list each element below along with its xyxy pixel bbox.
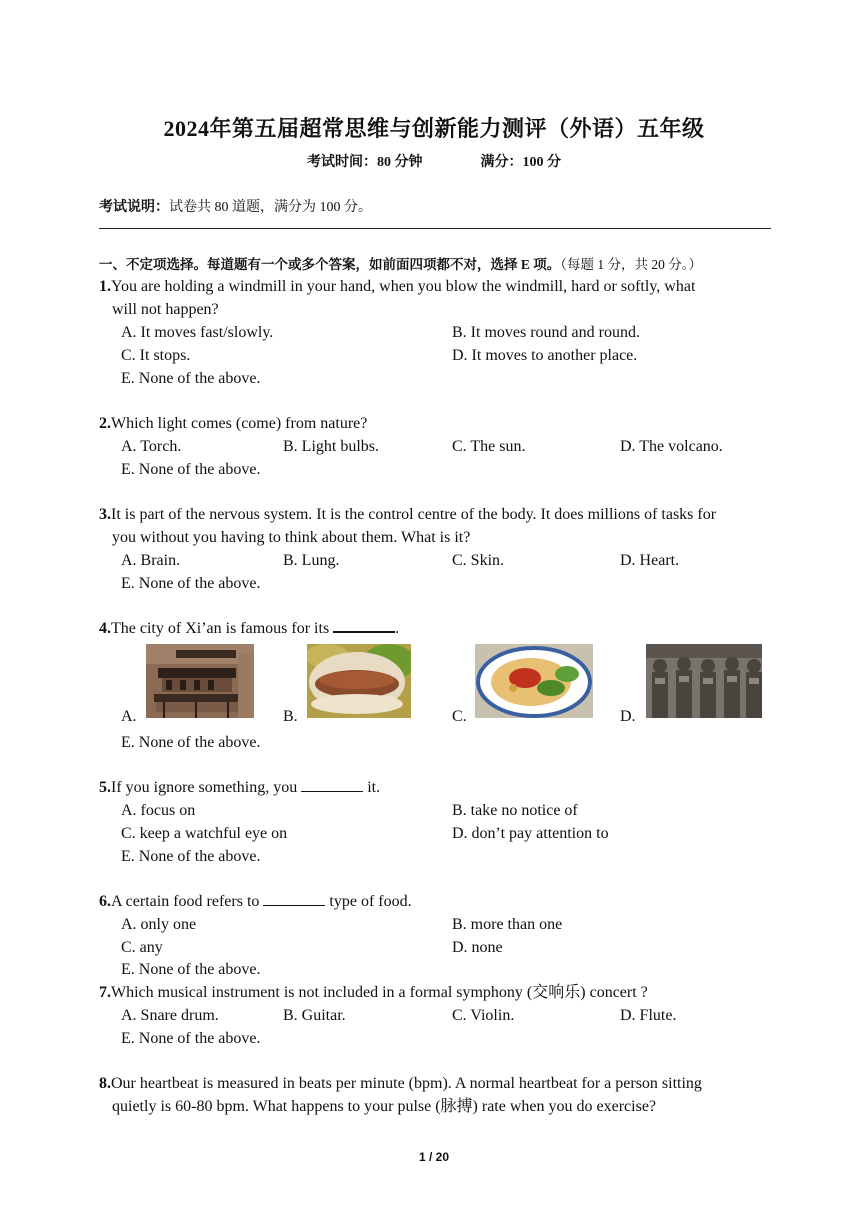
option-d[interactable]: D. Flute. <box>620 1007 677 1024</box>
page-title: 2024年第五届超常思维与创新能力测评（外语）五年级 <box>163 116 705 141</box>
question-number: 2. <box>99 415 111 432</box>
option-c[interactable]: C. Skin. <box>452 552 505 569</box>
option-c[interactable]: C. The sun. <box>452 438 526 455</box>
question-6 <box>99 890 771 913</box>
question-number: 5. <box>99 779 111 796</box>
option-b[interactable]: B. Lung. <box>283 552 340 569</box>
question-number: 1. <box>99 278 111 295</box>
question-stem-end: it. <box>367 779 381 796</box>
option-c[interactable]: C. Violin. <box>452 1007 515 1024</box>
option-c[interactable]: C. It stops. <box>121 347 191 364</box>
answer-blank <box>263 891 325 906</box>
full-score: 满分：100 分 <box>480 155 561 170</box>
question-7 <box>99 981 771 1004</box>
question-stem: Which musical instrument is not included in a formal symphony (交响乐) concert ? <box>111 984 648 1001</box>
option-c[interactable]: C. any <box>121 939 163 956</box>
question-stem-cont: will not happen? <box>112 301 219 318</box>
exam-time: 考试时间：80 分钟 <box>307 155 423 170</box>
exam-note <box>99 196 372 216</box>
option-a[interactable]: A. Torch. <box>121 438 182 455</box>
option-d[interactable]: D. don’t pay attention to <box>452 825 609 842</box>
roujiamo-image[interactable] <box>307 644 411 718</box>
section-instruction: 一、不定项选择。每道题有一个或多个答案，如前面四项都不对，选择 E 项。 <box>99 257 561 272</box>
question-5 <box>99 776 771 799</box>
option-d[interactable]: D. It moves to another place. <box>452 347 638 364</box>
option-a[interactable]: A. <box>121 708 137 725</box>
option-b[interactable]: B. more than one <box>452 916 563 933</box>
question-3 <box>99 503 771 549</box>
option-e[interactable]: E. None of the above. <box>121 575 261 592</box>
option-e[interactable]: E. None of the above. <box>121 1030 261 1047</box>
option-b[interactable]: B. <box>283 708 298 725</box>
question-stem-end: type of food. <box>329 893 412 910</box>
section-heading <box>99 253 779 273</box>
option-b[interactable]: B. Guitar. <box>283 1007 346 1024</box>
question-stem: If you ignore something, you <box>111 779 298 796</box>
option-d[interactable]: D. none <box>452 939 503 956</box>
question-number: 8. <box>99 1075 111 1092</box>
hanging-temple-image[interactable] <box>146 644 254 718</box>
question-number: 7. <box>99 984 111 1001</box>
question-4 <box>99 617 771 640</box>
question-number: 6. <box>99 893 111 910</box>
question-stem: You are holding a windmill in your hand, when you blow the windmill, hard or softly, what <box>111 278 696 295</box>
question-stem: The city of Xi’an is famous for its <box>111 620 330 637</box>
option-d[interactable]: D. <box>620 708 636 725</box>
question-stem-cont: quietly is 60-80 bpm. What happens to your pulse (脉搏) rate when you do exercise? <box>112 1098 657 1115</box>
terracotta-warriors-image[interactable] <box>646 644 762 718</box>
option-c[interactable]: C. keep a watchful eye on <box>121 825 288 842</box>
question-stem-cont: you without you having to think about them. What is it? <box>112 529 471 546</box>
question-8 <box>99 1072 771 1118</box>
question-2 <box>99 412 771 435</box>
answer-blank <box>301 777 363 792</box>
section-points: （每题 1 分，共 20 分。） <box>560 257 703 272</box>
question-stem-end: . <box>395 620 400 637</box>
answer-blank <box>333 617 395 633</box>
option-a[interactable]: A. focus on <box>121 802 196 819</box>
page-number: 1 / 20 <box>418 1150 450 1164</box>
option-e[interactable]: E. None of the above. <box>121 734 261 751</box>
question-stem: It is part of the nervous system. It is the control centre of the body. It does millions of tasks for <box>111 506 717 523</box>
note-label: 考试说明： <box>99 200 169 215</box>
question-stem: Which light comes (come) from nature? <box>111 415 368 432</box>
option-c[interactable]: C. <box>452 708 467 725</box>
option-e[interactable]: E. None of the above. <box>121 848 261 865</box>
question-number: 3. <box>99 506 111 523</box>
question-1 <box>99 275 771 321</box>
option-a[interactable]: A. It moves fast/slowly. <box>121 324 274 341</box>
option-e[interactable]: E. None of the above. <box>121 370 261 387</box>
question-stem: A certain food refers to <box>111 893 260 910</box>
option-b[interactable]: B. It moves round and round. <box>452 324 640 341</box>
divider <box>99 228 771 229</box>
option-e[interactable]: E. None of the above. <box>121 461 261 478</box>
option-a[interactable]: A. only one <box>121 916 197 933</box>
option-d[interactable]: D. The volcano. <box>620 438 723 455</box>
note-text: 试卷共 80 道题，满分为 100 分。 <box>169 200 372 215</box>
option-b[interactable]: B. take no notice of <box>452 802 578 819</box>
option-e[interactable]: E. None of the above. <box>121 961 261 978</box>
question-stem: Our heartbeat is measured in beats per minute (bpm). A normal heartbeat for a person sitting <box>111 1075 702 1092</box>
option-b[interactable]: B. Light bulbs. <box>283 438 380 455</box>
exam-meta <box>0 151 868 171</box>
question-number: 4. <box>99 620 111 637</box>
option-a[interactable]: A. Snare drum. <box>121 1007 219 1024</box>
option-d[interactable]: D. Heart. <box>620 552 680 569</box>
noodles-image[interactable] <box>475 644 593 718</box>
option-a[interactable]: A. Brain. <box>121 552 181 569</box>
